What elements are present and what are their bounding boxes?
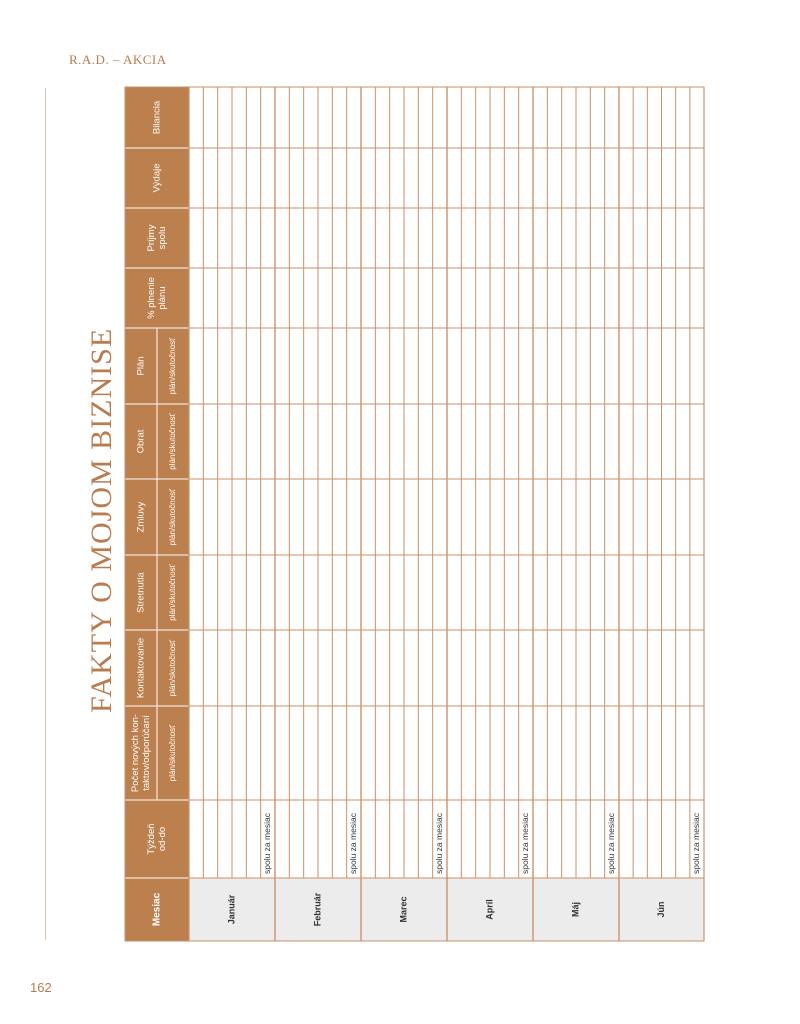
month-header [152,892,163,926]
column-header-0-line: Počet nových kon- [130,713,142,793]
column-header-5 [136,356,147,375]
month-label-2 [398,896,408,922]
column-header-2-line: Stretnutia [135,572,147,613]
column-header-6-line: % plnenie [146,277,158,319]
page-number: 162 [30,980,52,995]
column-header-3-line: Zmluvy [135,501,147,533]
month-total-label-2-line: spolu za mesiac [434,813,445,874]
column-subheader-3 [168,488,177,545]
column-subheader-0 [168,724,177,781]
column-subheader-1-line: plán/skutočnosť [168,639,178,697]
column-header-0 [130,714,152,792]
month-label-1-line: Február [312,892,323,927]
month-total-label-1 [348,812,358,874]
column-header-4-line: Obrat [135,429,147,454]
running-header: R.A.D. – AKCIA [69,52,167,67]
column-subheader-4 [168,412,177,469]
column-header-7 [146,224,168,251]
month-total-label-4 [606,812,616,874]
month-label-3-line: Apríl [484,899,495,920]
column-subheader-2-line: plán/skutočnosť [168,564,178,621]
month-total-label-5 [691,812,701,874]
month-label-0-line: Január [226,894,237,925]
month-label-0 [226,894,236,924]
column-header-8 [152,163,163,192]
column-header-3 [136,501,147,532]
month-label-2-line: Marec [398,896,409,923]
week-header-line: Týždeň [146,823,158,855]
month-total-label-3 [520,812,530,874]
month-total-label-1-line: spolu za mesiac [348,813,359,874]
month-label-5-line: Jún [655,901,666,918]
column-header-7-line: Príjmy [146,224,158,252]
column-header-0-line: taktov/odporúčaní [141,715,153,791]
column-header-1 [136,638,147,698]
month-total-label-4-line: spolu za mesiac [606,813,617,874]
column-header-2 [136,571,147,612]
column-header-1-line: Kontaktovanie [135,637,147,699]
column-subheader-3-line: plán/skutočnosť [168,488,178,546]
column-header-7-line: spolu [157,226,169,250]
column-subheader-0-line: plán/skutočnosť [168,724,178,782]
month-total-label-2 [434,812,444,874]
column-header-8-line: Výdaje [151,163,163,193]
month-total-label-5-line: spolu za mesiac [691,813,702,874]
column-header-6-line: plánu [157,286,169,310]
month-label-3 [484,899,494,920]
column-header-9-line: Bilancia [151,100,163,135]
month-total-label-0-line: spolu za mesiac [262,813,273,874]
week-header-line: od-do [157,826,169,852]
week-header [146,823,168,854]
column-subheader-2 [168,563,177,620]
column-subheader-5 [168,337,177,394]
column-header-9 [152,100,163,134]
table-frame [125,87,704,941]
month-label-4-line: Máj [570,901,581,918]
column-header-4 [136,429,147,453]
column-subheader-5-line: plán/skutočnosť [168,337,178,395]
month-label-1 [312,892,322,926]
column-subheader-1 [168,639,177,696]
month-total-label-3-line: spolu za mesiac [520,813,531,874]
month-label-5 [656,901,666,917]
column-header-5-line: Plán [135,356,147,376]
month-label-4 [570,902,580,917]
month-header-line: Mesiac [151,892,163,927]
month-total-label-0 [262,812,272,874]
column-subheader-4-line: plán/skutočnosť [168,413,178,470]
page-title-text: FAKTY O MOJOM BIZNISE [85,327,118,713]
